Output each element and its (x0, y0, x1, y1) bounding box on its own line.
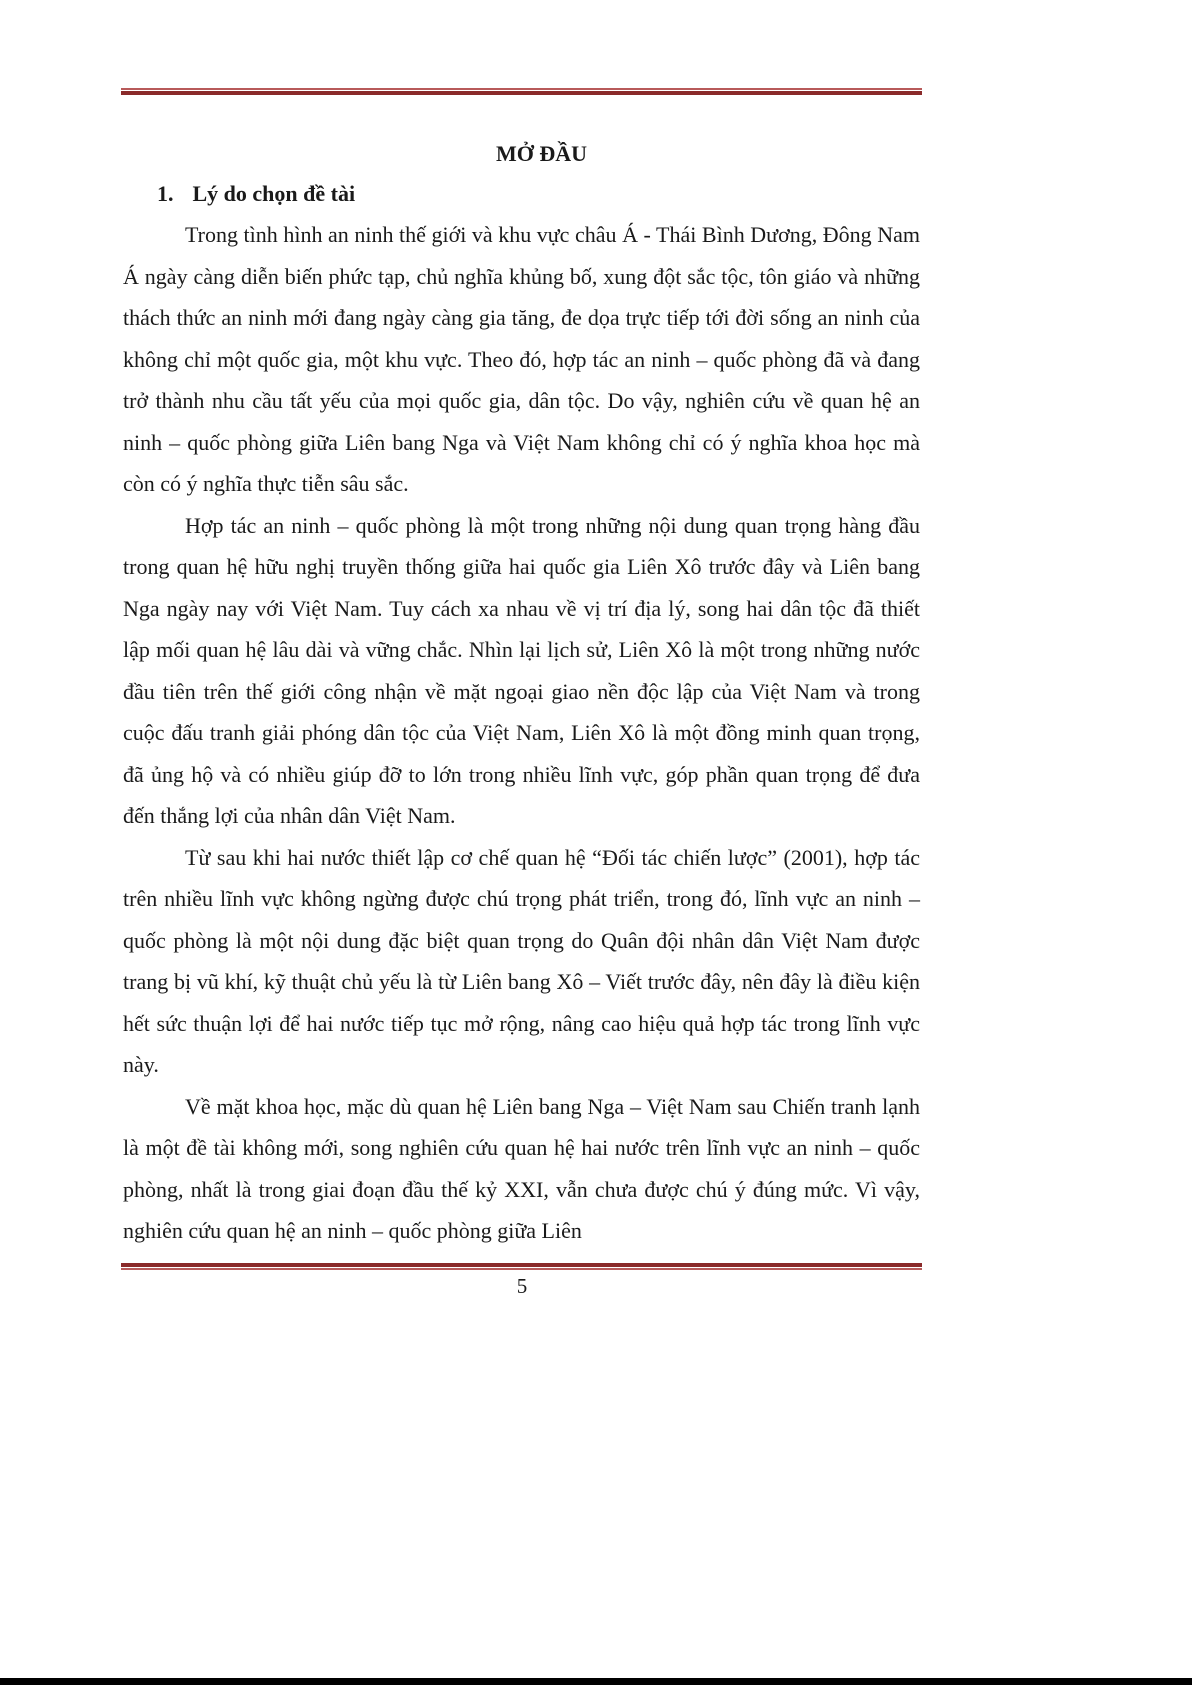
page-number: 5 (516, 1274, 528, 1298)
paragraph-1: Trong tình hình an ninh thế giới và khu vực châu Á - Thái Bình Dương, Đông Nam Á ngày càng diễn biến phức tạp, chủ nghĩa khủng bố, xung đột sắc tộc, tôn giáo và những thách thức an ninh mới đang ngày càng gia tăng, đe dọa trực tiếp tới đời sống an ninh của không chỉ một quốc gia, một khu vực. Theo đó, hợp tác an ninh – quốc phòng đã và đang trở thành nhu cầu tất yếu của mọi quốc gia, dân tộc. Do vậy, nghiên cứu về quan hệ an ninh – quốc phòng giữa Liên bang Nga và Việt Nam không chỉ có ý nghĩa khoa học mà còn có ý nghĩa thực tiễn sâu sắc. (123, 222, 920, 496)
page-content (123, 134, 920, 1252)
bottom-edge-bar (0, 1678, 1192, 1685)
page-title: MỞ ĐẦU (495, 141, 588, 166)
top-header-rule (121, 88, 922, 95)
paragraph-4: Về mặt khoa học, mặc dù quan hệ Liên bang Nga – Việt Nam sau Chiến tranh lạnh là một đề tài không mới, song nghiên cứu quan hệ hai nước trên lĩnh vực an ninh – quốc phòng, nhất là trong giai đoạn đầu thế kỷ XXI, vẫn chưa được chú ý đúng mức. Vì vậy, nghiên cứu quan hệ an ninh – quốc phòng giữa Liên (123, 1093, 920, 1243)
section-heading (123, 174, 920, 214)
section-heading-text: Lý do chọn đề tài (192, 181, 356, 206)
section-number: 1. (157, 181, 174, 206)
paragraph-2: Hợp tác an ninh – quốc phòng là một trong những nội dung quan trọng hàng đầu trong quan hệ hữu nghị truyền thống giữa hai quốc gia Liên Xô trước đây và Liên bang Nga ngày nay với Việt Nam. Tuy cách xa nhau về vị trí địa lý, song hai dân tộc đã thiết lập mối quan hệ lâu dài và vững chắc. Nhìn lại lịch sử, Liên Xô là một trong những nước đầu tiên trên thế giới công nhận về mặt ngoại giao nền độc lập của Việt Nam và trong cuộc đấu tranh giải phóng dân tộc của Việt Nam, Liên Xô là một đồng minh quan trọng, đã ủng hộ và có nhiều giúp đỡ to lớn trong nhiều lĩnh vực, góp phần quan trọng để đưa đến thắng lợi của nhân dân Việt Nam. (123, 512, 920, 828)
paragraph-3: Từ sau khi hai nước thiết lập cơ chế quan hệ “Đối tác chiến lược” (2001), hợp tác trên nhiều lĩnh vực không ngừng được chú trọng phát triển, trong đó, lĩnh vực an ninh – quốc phòng là một nội dung đặc biệt quan trọng do Quân đội nhân dân Việt Nam được trang bị vũ khí, kỹ thuật chủ yếu là từ Liên bang Xô – Viết trước đây, nên đây là điều kiện hết sức thuận lợi để hai nước tiếp tục mở rộng, nâng cao hiệu quả hợp tác trong lĩnh vực này. (123, 844, 920, 1077)
bottom-footer-rule (121, 1263, 922, 1270)
